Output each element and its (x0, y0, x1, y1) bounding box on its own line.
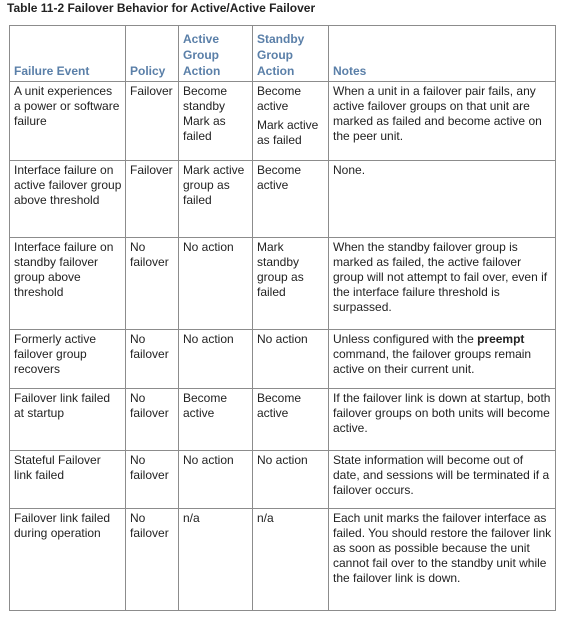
cell-failure-event: Stateful Failover link failed (10, 451, 126, 509)
standby-action-line: Become active (257, 84, 302, 113)
cell-notes: Each unit marks the failover interface as failed. You should restore the failover link as soon as possible because the unit cannot fail over to the standby unit while the failover link is down. (329, 509, 556, 611)
table-row (10, 238, 556, 330)
cell-standby-group-action: Become active (253, 161, 329, 238)
cell-active-group-action: n/a (179, 509, 253, 611)
notes-text: Unless configured with the (333, 332, 478, 346)
cell-standby-group-action: n/a (253, 509, 329, 611)
cell-notes: None. (329, 161, 556, 238)
cell-standby-group-action: Mark standby group as failed (253, 238, 329, 330)
cell-failure-event: Formerly active failover group recovers (10, 330, 126, 389)
cell-policy: No failover (126, 451, 179, 509)
cell-policy: No failover (126, 330, 179, 389)
cell-standby-group-action: No action (253, 451, 329, 509)
header-active-group-action: Active Group Action (179, 26, 253, 82)
notes-text: command, the failover groups remain active on their current unit. (333, 347, 532, 376)
cell-active-group-action: Become standby Mark as failed (179, 82, 253, 161)
table-row (10, 82, 556, 161)
cell-failure-event: Interface failure on active failover group above threshold (10, 161, 126, 238)
header-standby-group-action: Standby Group Action (253, 26, 329, 82)
cell-notes: When the standby failover group is marked as failed, the active failover group will not attempt to fail over, even if the interface failure threshold is surpassed. (329, 238, 556, 330)
cell-policy: Failover (126, 82, 179, 161)
table-row (10, 389, 556, 451)
preempt-keyword: preempt (477, 332, 525, 346)
cell-failure-event: A unit experiences a power or software failure (10, 82, 126, 161)
table-row (10, 330, 556, 389)
cell-failure-event: Failover link failed during operation (10, 509, 126, 611)
cell-policy: No failover (126, 509, 179, 611)
cell-active-group-action: Become active (179, 389, 253, 451)
table-row (10, 451, 556, 509)
standby-action-line: Mark active as failed (257, 118, 319, 147)
table-header-row (10, 26, 556, 82)
cell-active-group-action: No action (179, 238, 253, 330)
cell-standby-group-action (253, 82, 329, 161)
header-failure-event: Failure Event (10, 26, 126, 82)
failover-behavior-table (9, 25, 556, 611)
cell-notes: If the failover link is down at startup, both failover groups on both units will become active. (329, 389, 556, 451)
cell-failure-event: Interface failure on standby failover group above threshold (10, 238, 126, 330)
cell-active-group-action: Mark active group as failed (179, 161, 253, 238)
table-row (10, 161, 556, 238)
table-caption: Table 11-2 Failover Behavior for Active/Active Failover (7, 1, 316, 15)
table-row (10, 509, 556, 611)
cell-standby-group-action: Become active (253, 389, 329, 451)
cell-policy: No failover (126, 389, 179, 451)
header-policy: Policy (126, 26, 179, 82)
cell-active-group-action: No action (179, 451, 253, 509)
cell-policy: Failover (126, 161, 179, 238)
cell-policy: No failover (126, 238, 179, 330)
cell-standby-group-action: No action (253, 330, 329, 389)
cell-notes (329, 330, 556, 389)
cell-notes: State information will become out of date, and sessions will be terminated if a failover occurs. (329, 451, 556, 509)
cell-failure-event: Failover link failed at startup (10, 389, 126, 451)
header-notes: Notes (329, 26, 556, 82)
cell-active-group-action: No action (179, 330, 253, 389)
cell-notes: When a unit in a failover pair fails, any active failover groups on that unit are marked as failed and become active on the peer unit. (329, 82, 556, 161)
